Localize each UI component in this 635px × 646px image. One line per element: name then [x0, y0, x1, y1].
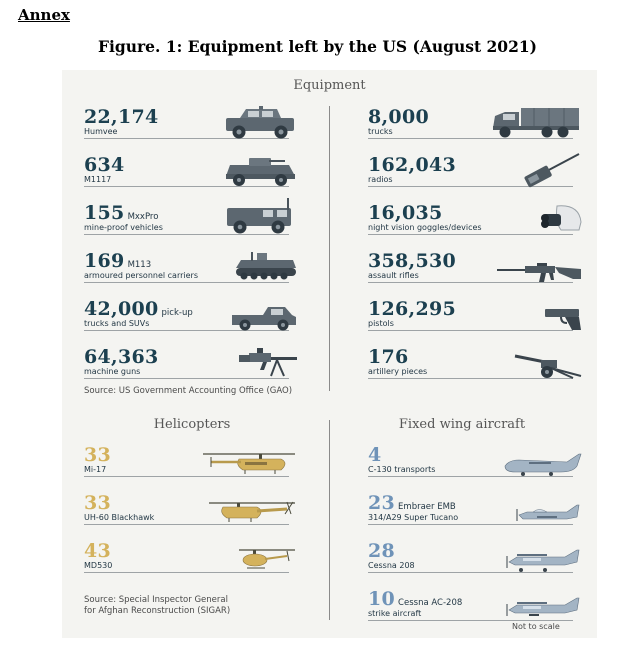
column-divider-aircraft: [329, 420, 330, 620]
transport-plane-icon: [501, 452, 583, 478]
small-helicopter-icon: [235, 546, 299, 574]
apc-icon: [233, 252, 299, 284]
equipment-item-humvee: [84, 106, 299, 146]
helicopter-item-mi17: [84, 444, 299, 484]
item-label: trucks: [368, 127, 393, 136]
humvee-icon: [223, 106, 299, 140]
item-label: pistols: [368, 319, 394, 328]
equipment-item-pistols: [368, 298, 583, 338]
equipment-item-m113: [84, 250, 299, 290]
scale-note: Not to scale: [512, 622, 560, 631]
strike-plane-icon: [503, 596, 583, 622]
equipment-item-radios: [368, 154, 583, 194]
fixed-wing-item-c130: [368, 444, 583, 484]
figure-title: Figure. 1: Equipment left by the US (August 2021): [98, 37, 537, 56]
item-label: UH-60 Blackhawk: [84, 513, 155, 522]
item-label: M1117: [84, 175, 112, 184]
equipment-heading: Equipment: [293, 78, 366, 93]
mrap-icon: [223, 198, 299, 236]
item-label: strike aircraft: [368, 609, 422, 618]
equipment-item-machine-guns: [84, 346, 299, 386]
item-number: 23 Embraer EMB: [368, 492, 456, 514]
item-label: trucks and SUVs: [84, 319, 150, 328]
turboprop-plane-icon: [513, 502, 583, 526]
item-number: 4: [368, 444, 382, 466]
item-number: 33: [84, 444, 112, 466]
fixed-wing-item-cessna-208: [368, 540, 583, 580]
item-label: armoured personnel carriers: [84, 271, 198, 280]
item-number: 162,043: [368, 154, 457, 176]
equipment-item-night-vision: [368, 202, 583, 242]
helicopters-source: Source: Special Inspector General for Afghan Reconstruction (SIGAR): [84, 595, 231, 616]
equipment-item-trucks: [368, 106, 583, 146]
fixed-wing-heading: Fixed wing aircraft: [398, 417, 526, 432]
assault-rifle-icon: [497, 262, 583, 284]
item-number: 358,530: [368, 250, 457, 272]
equipment-item-assault-rifles: [368, 250, 583, 290]
item-label: MD530: [84, 561, 113, 570]
helicopter-icon: [199, 450, 299, 478]
artillery-icon: [511, 348, 583, 380]
item-label: night vision goggles/devices: [368, 223, 482, 232]
item-label: Mi-17: [84, 465, 107, 474]
equipment-item-artillery: [368, 346, 583, 386]
helicopter-item-blackhawk: [84, 492, 299, 532]
pickup-truck-icon: [229, 304, 299, 332]
item-label: machine guns: [84, 367, 141, 376]
item-label: mine-proof vehicles: [84, 223, 163, 232]
item-number: 8,000: [368, 106, 429, 128]
item-label: C-130 transports: [368, 465, 436, 474]
item-number: 64,363: [84, 346, 159, 368]
item-number: 16,035: [368, 202, 443, 224]
cessna-plane-icon: [503, 548, 583, 574]
equipment-item-pickups: [84, 298, 299, 338]
item-label: 314/A29 Super Tucano: [368, 513, 459, 522]
armored-car-icon: [223, 154, 299, 188]
item-number: 28: [368, 540, 396, 562]
item-number: 634: [84, 154, 125, 176]
item-number: 33: [84, 492, 112, 514]
night-vision-icon: [539, 202, 583, 236]
item-label: artillery pieces: [368, 367, 428, 376]
item-number: 176: [368, 346, 409, 368]
item-label: Humvee: [84, 127, 118, 136]
pistol-icon: [543, 306, 583, 332]
equipment-source: Source: US Government Accounting Office (GAO): [84, 386, 293, 396]
item-number: 42,000 pick-up: [84, 298, 193, 320]
fixed-wing-item-super-tucano: [368, 492, 583, 532]
helicopter-item-md530: [84, 540, 299, 580]
item-number: 10 Cessna AC-208: [368, 588, 463, 610]
equipment-item-mraps: [84, 202, 299, 242]
item-label: assault rifles: [368, 271, 419, 280]
machine-gun-icon: [237, 346, 299, 380]
radio-icon: [519, 152, 583, 188]
item-number: 155 MxxPro: [84, 202, 159, 224]
annex-heading: Annex: [18, 6, 70, 24]
item-label: Cessna 208: [368, 561, 415, 570]
helicopter-icon: [199, 498, 299, 526]
column-divider: [329, 106, 330, 391]
item-number: 169 M113: [84, 250, 152, 272]
item-number: 126,295: [368, 298, 457, 320]
cargo-truck-icon: [489, 106, 583, 140]
item-number: 43: [84, 540, 112, 562]
infographic-panel: [62, 70, 597, 638]
equipment-item-m1117: [84, 154, 299, 194]
item-number: 22,174: [84, 106, 159, 128]
item-label: radios: [368, 175, 393, 184]
helicopters-heading: Helicopters: [153, 417, 231, 432]
